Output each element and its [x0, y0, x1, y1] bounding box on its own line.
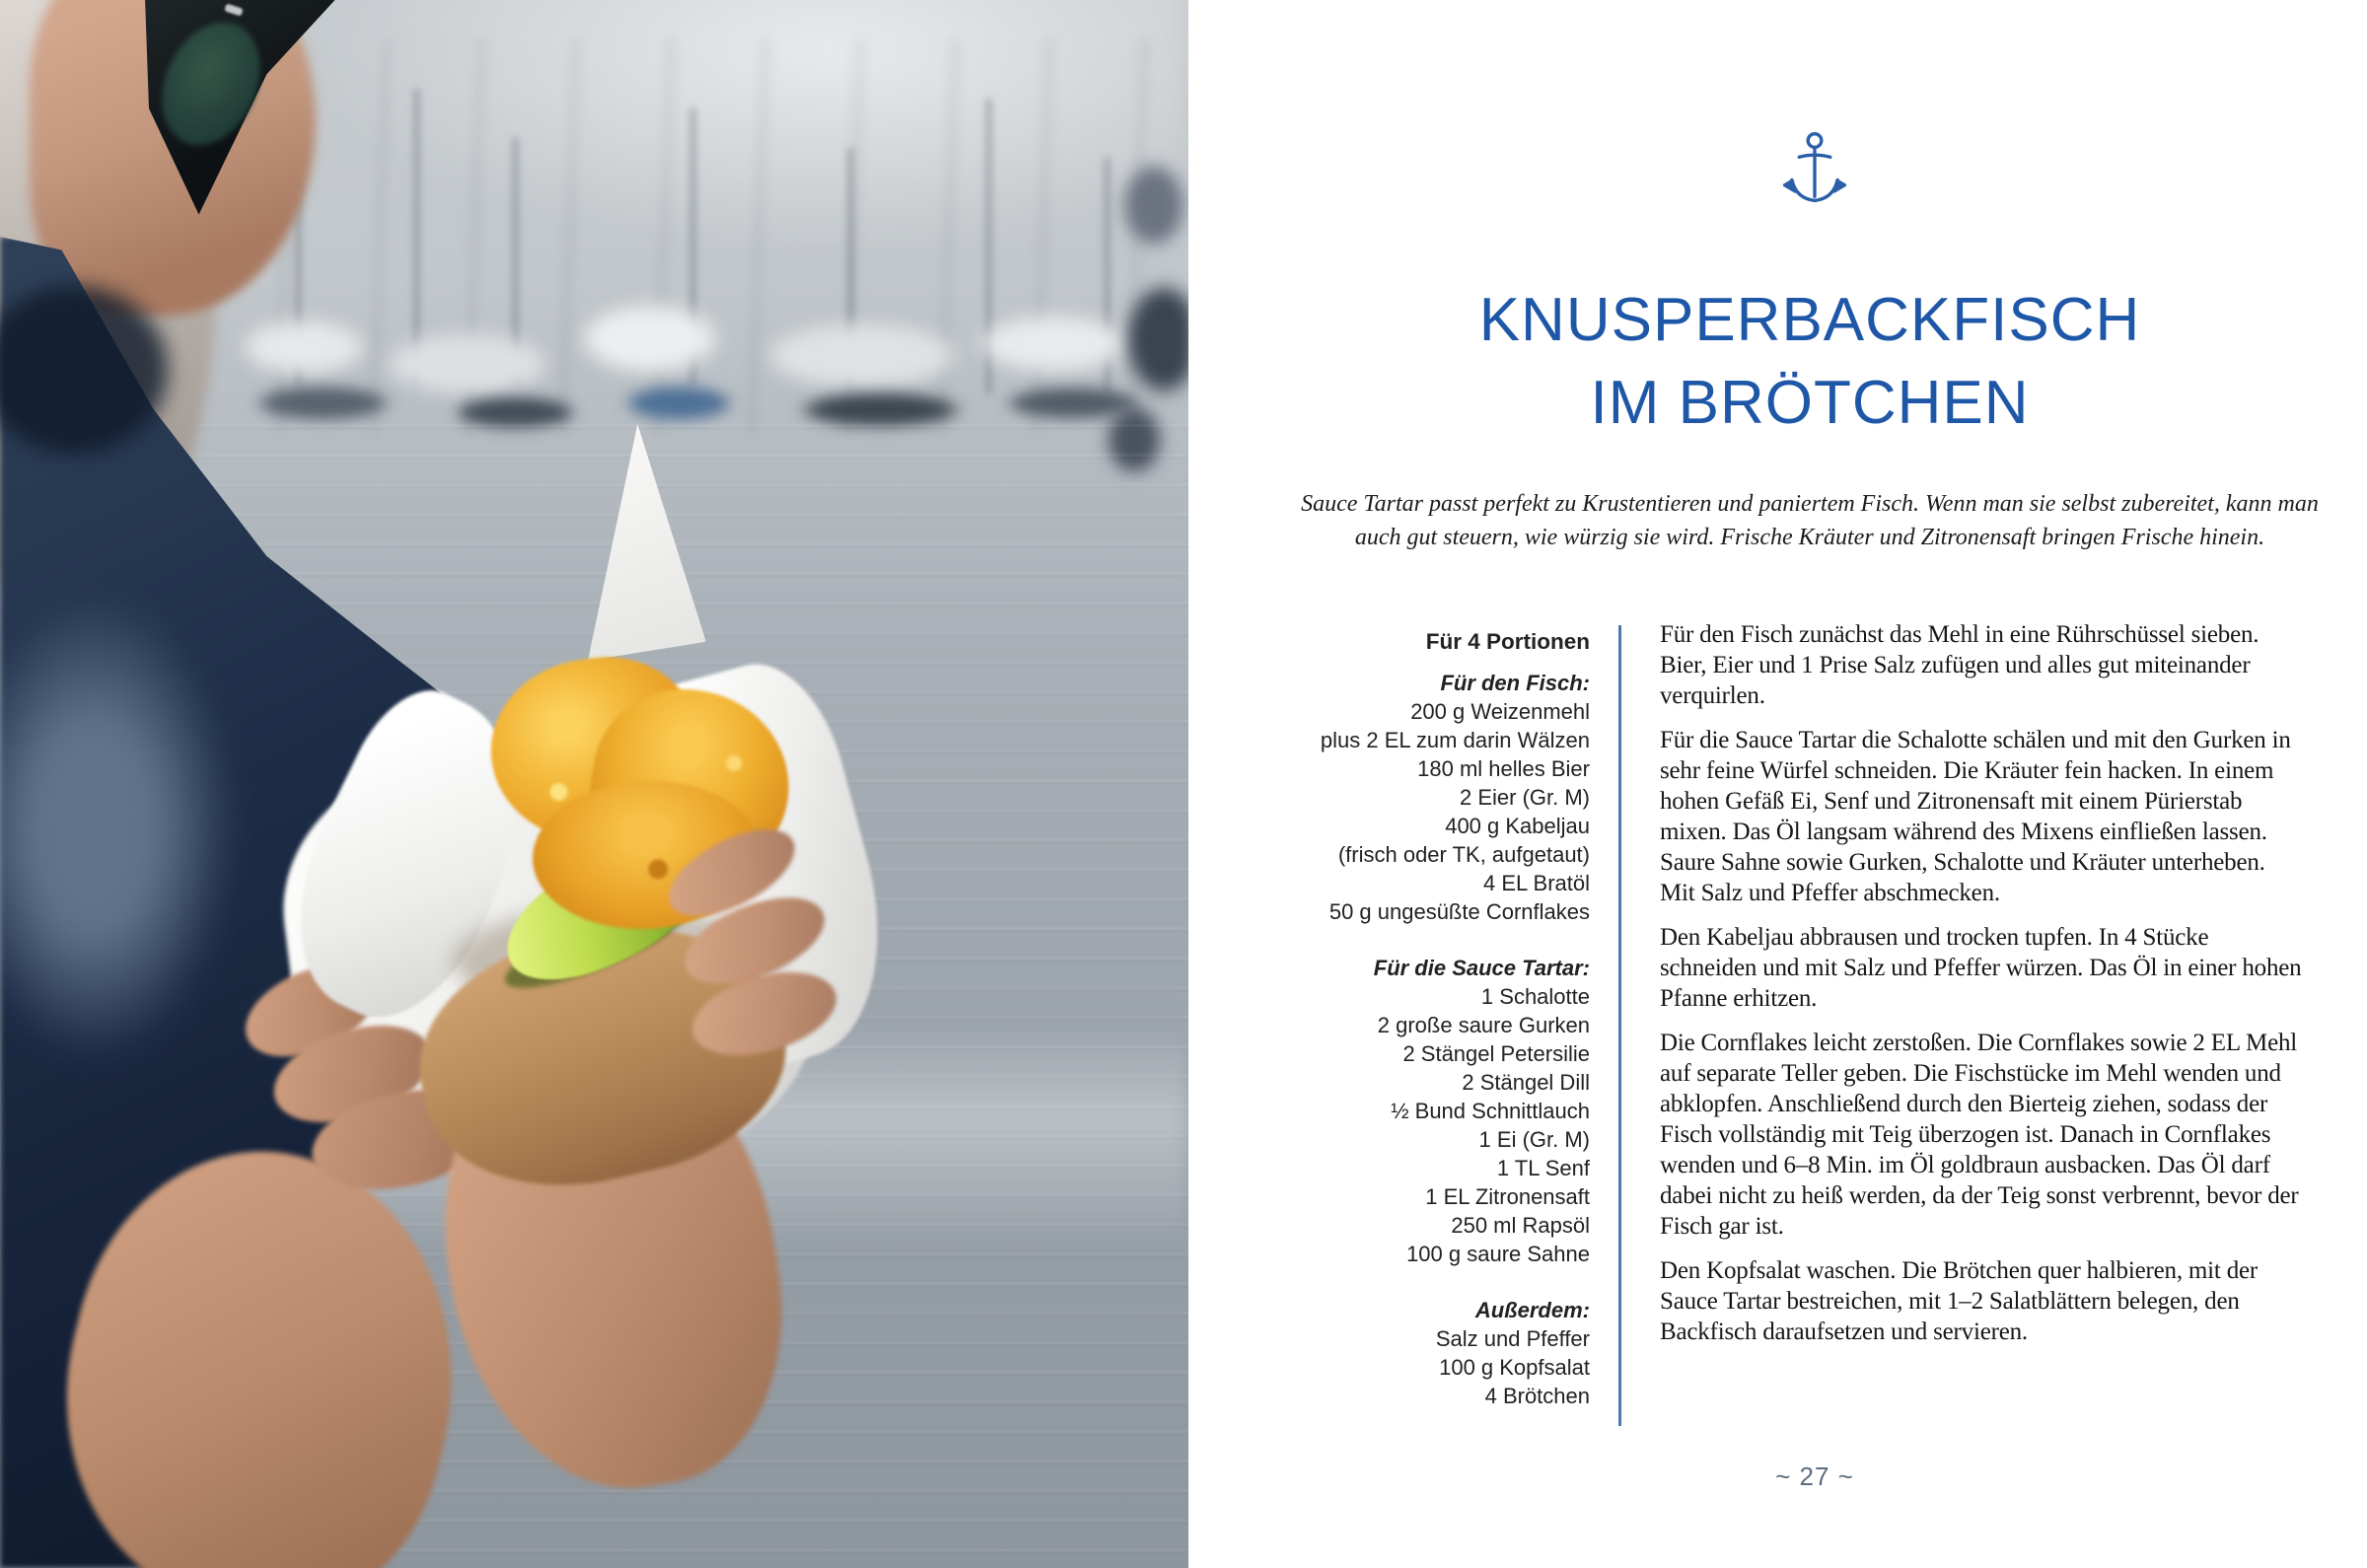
instruction-paragraph: Für den Fisch zunächst das Mehl in eine Rührschüssel sieben. Bier, Eier und 1 Prise Salz zufügen und alles gut miteinander verquirlen.: [1660, 621, 2259, 709]
page-number: ~ 27 ~: [1775, 1461, 1854, 1491]
ingredient-item: 400 g Kabeljau: [1445, 814, 1590, 838]
ingredient-item: 1 TL Senf: [1496, 1156, 1590, 1180]
page-title-line1: KNUSPERBACKFISCH: [1478, 286, 2141, 354]
ingredient-item: 1 Schalotte: [1480, 984, 1590, 1009]
ingredient-item: (frisch oder TK, aufgetaut): [1337, 842, 1590, 867]
ingredient-item: ½ Bund Schnittlauch: [1391, 1099, 1590, 1123]
ingredient-item: 4 EL Bratöl: [1482, 871, 1590, 895]
photo-edge-boats: [1095, 138, 1188, 473]
ingredient-item: 4 Brötchen: [1484, 1384, 1590, 1408]
ingredient-item: Salz und Pfeffer: [1435, 1326, 1590, 1351]
ingredient-section-heading: Außerdem:: [1474, 1298, 1590, 1322]
ingredient-item: plus 2 EL zum darin Wälzen: [1320, 728, 1590, 752]
ingredient-item: 2 Stängel Petersilie: [1402, 1041, 1590, 1066]
ingredient-item: 250 ml Rapsöl: [1451, 1213, 1590, 1238]
anchor-icon: [1780, 130, 1849, 213]
ingredients-column: [1246, 627, 1590, 1410]
servings-heading: Für 4 Portionen: [1425, 629, 1590, 654]
ingredient-item: 1 Ei (Gr. M): [1478, 1127, 1590, 1152]
ingredient-item: 50 g ungesüßte Cornflakes: [1328, 899, 1590, 924]
ingredient-section-heading: Für den Fisch:: [1440, 671, 1590, 695]
instruction-paragraph: Für die Sauce Tartar die Schalotte schälen und mit den Gurken in sehr feine Würfel schneiden. Die Kräuter fein hacken. In einem hohen Gefäß Ei, Senf und Zitronensaft mit einem Pürierstab mixen. Das Öl langsam während des Mixens einfließen lassen. Saure Sahne sowie Gurken, Schalotte und Kräuter unterheben. Mit Salz und Pfeffer abschmecken.: [1660, 727, 2291, 906]
ingredient-item: 2 Eier (Gr. M): [1459, 785, 1590, 810]
ingredient-item: 2 große saure Gurken: [1377, 1013, 1590, 1037]
instruction-paragraph: Den Kabeljau abbrausen und trocken tupfen. In 4 Stücke schneiden und mit Salz und Pfeffer würzen. Das Öl in einer hohen Pfanne erhitzen.: [1660, 924, 2302, 1012]
instruction-paragraph: Den Kopfsalat waschen. Die Brötchen quer halbieren, mit der Sauce Tartar bestreichen, mit 1–2 Salatblättern belegen, den Backfisch daraufsetzen und servieren.: [1660, 1257, 2259, 1345]
instruction-paragraph: Die Cornflakes leicht zerstoßen. Die Cornflakes sowie 2 EL Mehl auf separate Teller geben. Die Fischstücke im Mehl wenden und abklopfen. Anschließend durch den Bierteig ziehen, sodass der Fisch vollständig mit Teig überzogen ist. Danach in Cornflakes wenden und 6–8 Min. im Öl goldbraun ausbacken. Das Öl darf dabei nicht zu heiß werden, da der Teig sonst verbrennt, bevor der Fisch gar ist.: [1660, 1030, 2299, 1240]
instructions-column: [1660, 619, 2306, 1361]
ingredient-item: 200 g Weizenmehl: [1410, 699, 1590, 724]
ingredient-item: 100 g Kopfsalat: [1439, 1355, 1590, 1380]
ingredient-item: 180 ml helles Bier: [1417, 756, 1590, 781]
column-divider: [1618, 625, 1621, 1426]
ingredient-item: 2 Stängel Dill: [1462, 1070, 1590, 1095]
page-title: [1262, 279, 2357, 445]
ingredient-item: 1 EL Zitronensaft: [1425, 1184, 1590, 1209]
recipe-intro: Sauce Tartar passt perfekt zu Krustentieren und paniertem Fisch. Wenn man sie selbst zubereitet, kann man auch gut steuern, wie würzig sie wird. Frische Kräuter und Zitronensaft bringen Frische hinein.: [1301, 491, 2319, 550]
ingredient-item: 100 g saure Sahne: [1406, 1242, 1590, 1266]
ingredient-section-heading: Für die Sauce Tartar:: [1373, 956, 1590, 980]
page-title-line2: IM BRÖTCHEN: [1590, 369, 2030, 437]
right-page-recipe: [1188, 0, 2367, 1568]
